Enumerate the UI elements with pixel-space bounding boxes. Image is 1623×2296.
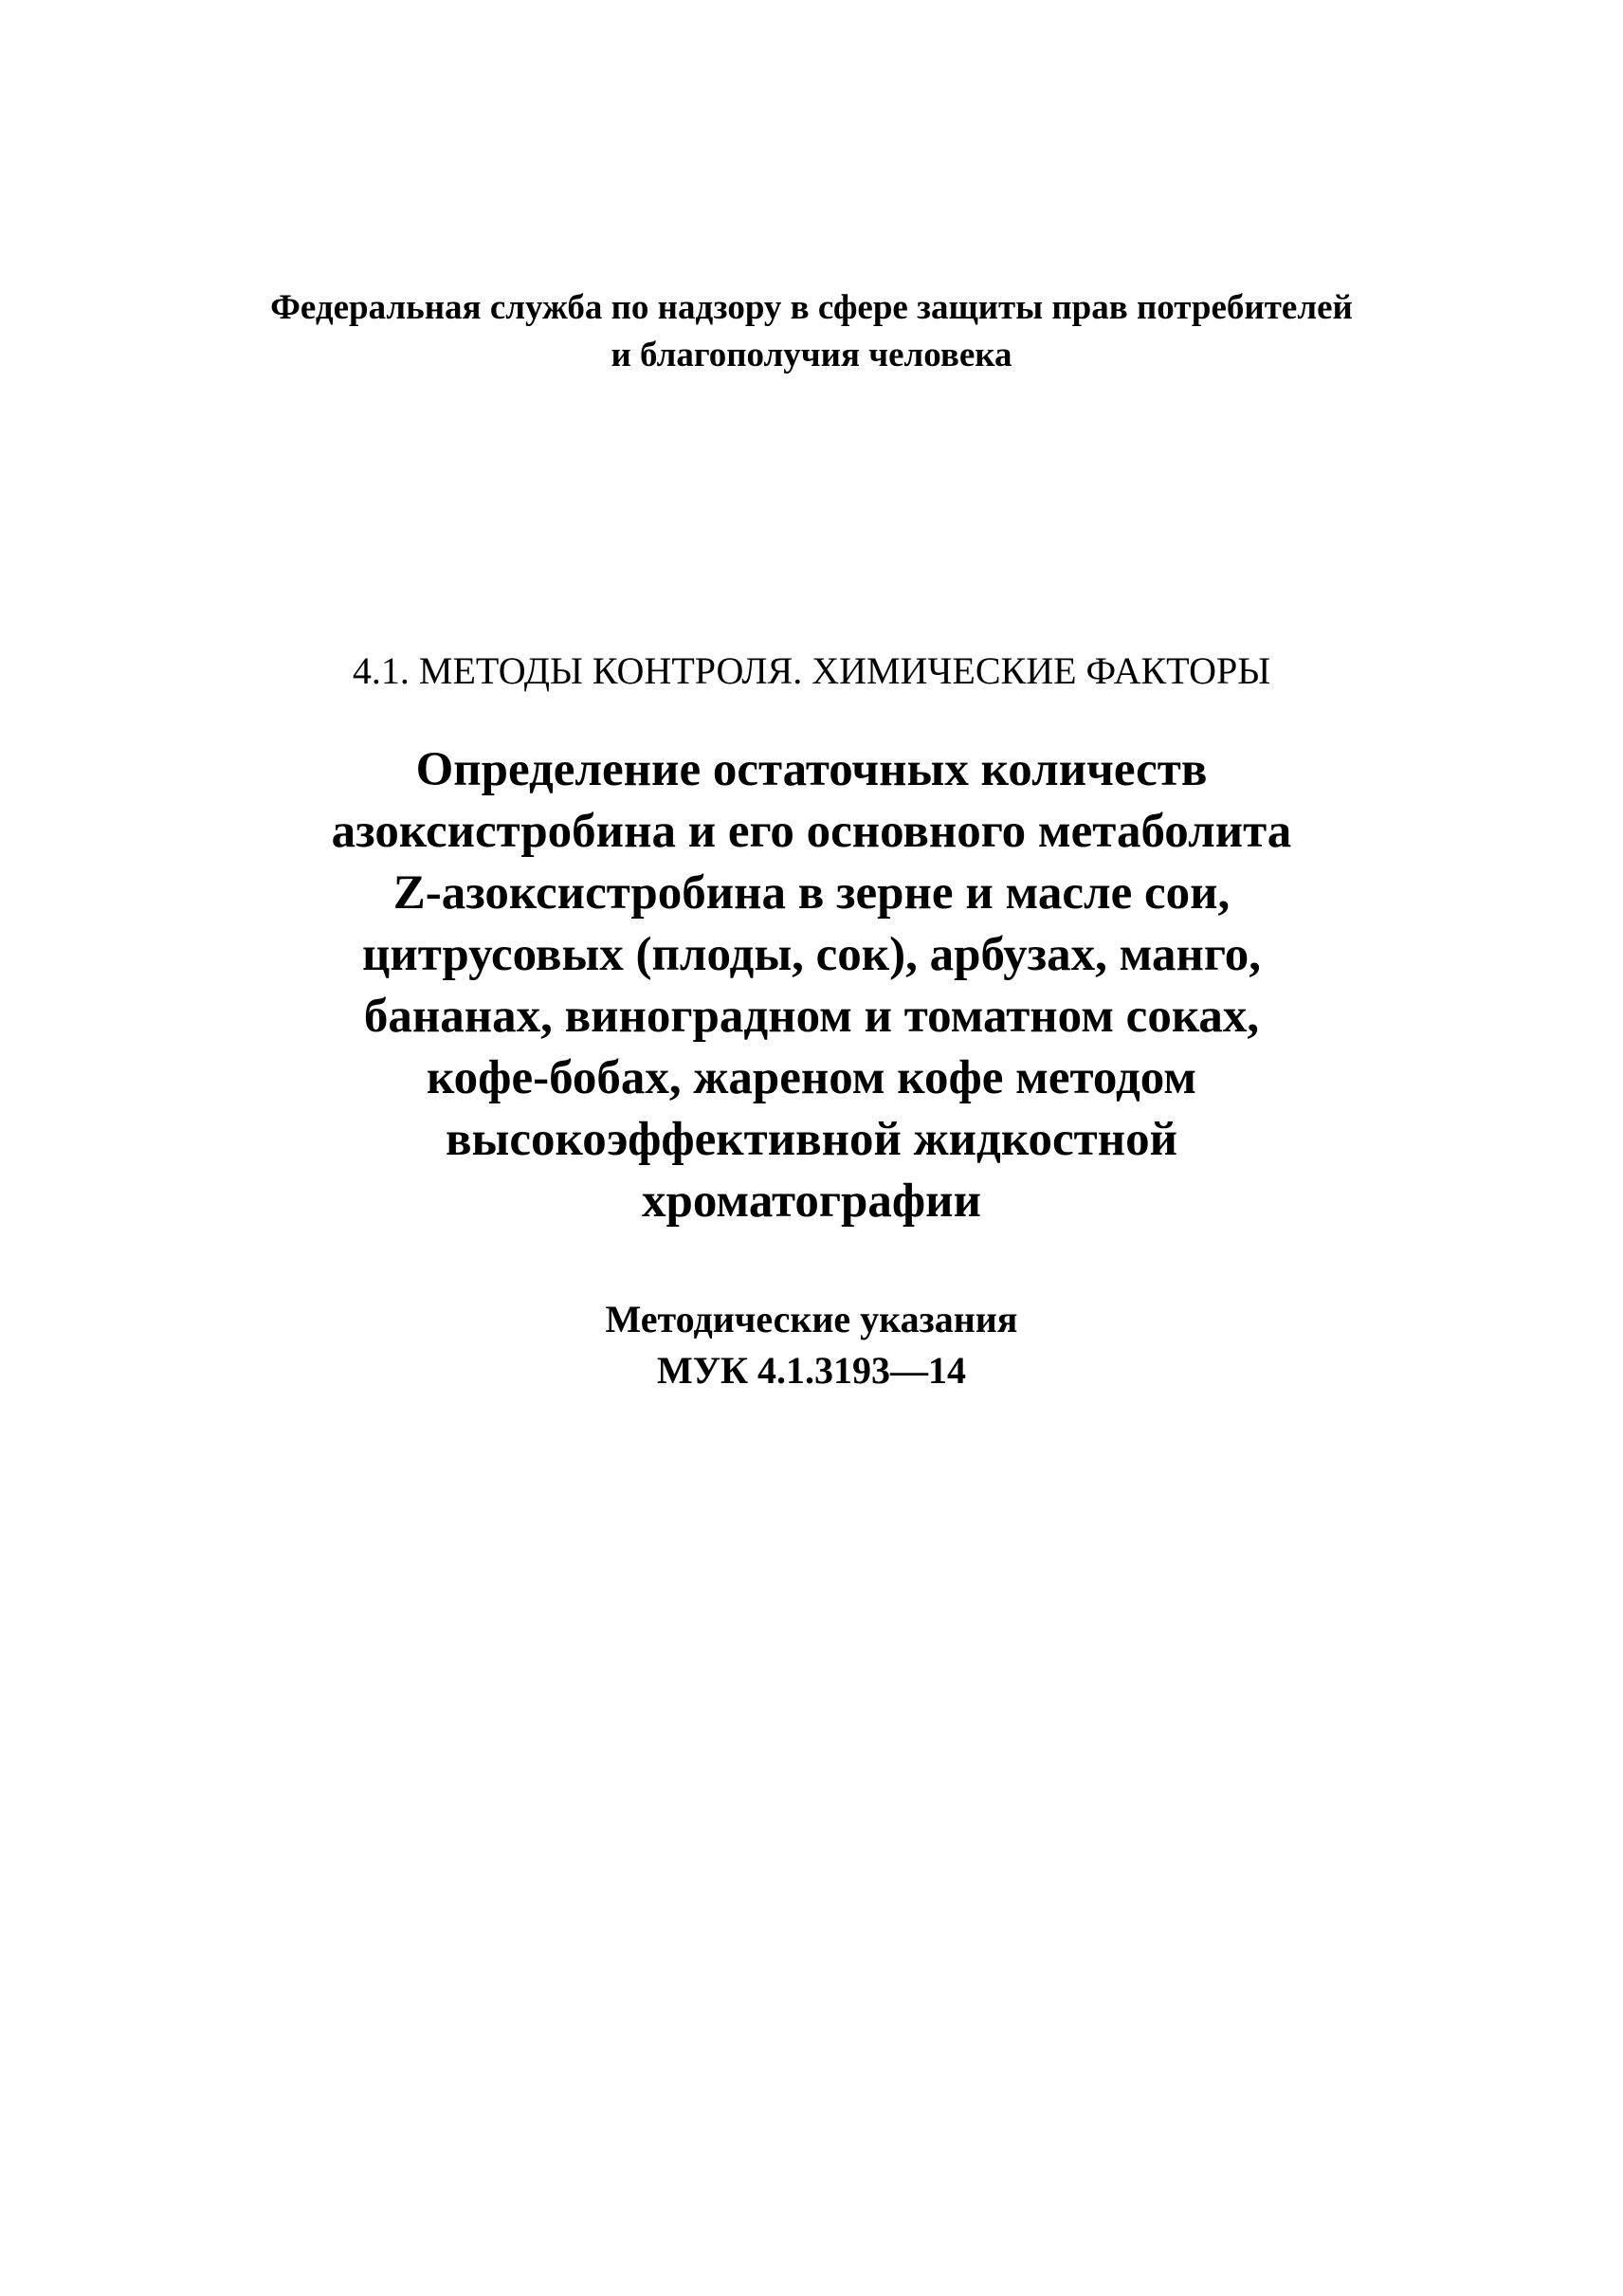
title-line: Определение остаточных количеств	[415, 743, 1208, 796]
title-line: хроматографии	[642, 1175, 981, 1228]
section-heading: 4.1. МЕТОДЫ КОНТРОЛЯ. ХИМИЧЕСКИЕ ФАКТОРЫ	[352, 649, 1271, 692]
agency-line: Федеральная служба по надзору в сфере защиты прав потребителей	[270, 288, 1353, 327]
document-type-label: Методические указания	[605, 1298, 1018, 1340]
title-line: Z-азоксистробина в зерне и масле сои,	[392, 866, 1231, 920]
document-title	[95, 739, 1528, 1232]
title-line: азоксистробина и его основного метаболита	[331, 805, 1292, 858]
title-line: кофе-бобах, жареном кофе методом	[426, 1051, 1197, 1104]
agency-line: и благополучия человека	[611, 336, 1012, 374]
document-code: МУК 4.1.3193—14	[656, 1349, 967, 1392]
agency-name	[95, 284, 1528, 379]
title-line: бананах, виноградном и томатном соках,	[363, 990, 1260, 1043]
document-type	[95, 1294, 1528, 1396]
title-line: высокоэффективной жидкостной	[446, 1113, 1177, 1166]
title-line: цитрусовых (плоды, сок), арбузах, манго,	[361, 928, 1261, 981]
